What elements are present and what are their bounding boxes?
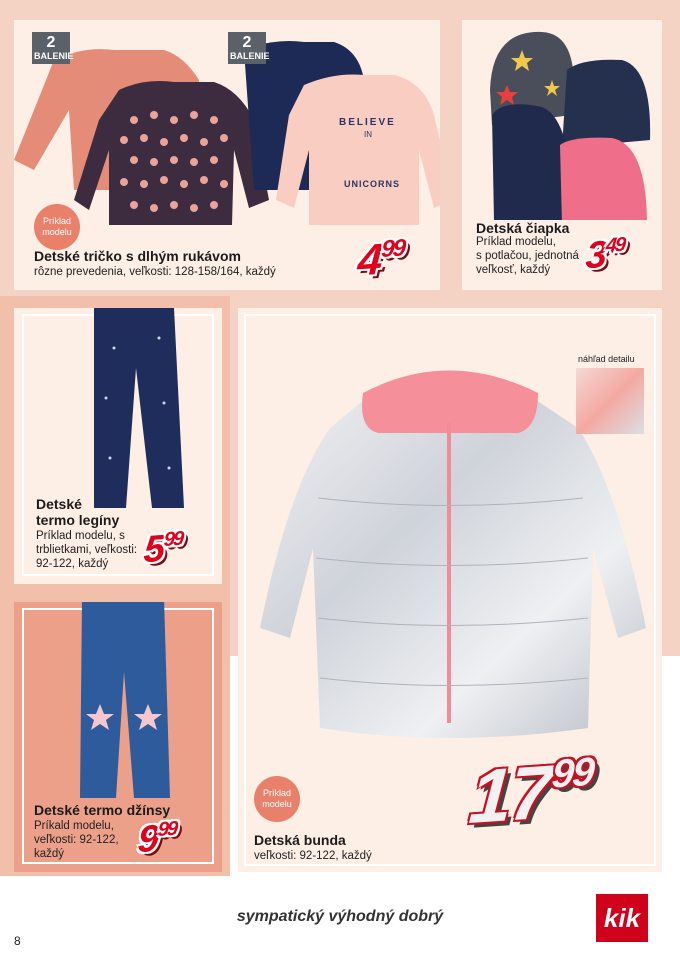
jacket-title: Detská bunda: [254, 832, 346, 848]
unicorn-print-text-1: BELIEVE: [339, 117, 396, 128]
jeans-price: [137, 819, 177, 860]
tshirt-illustration: [14, 20, 440, 240]
footer-slogan: sympatický výhodný dobrý: [236, 908, 444, 925]
jeans-title: Detské termo džínsy: [34, 802, 171, 818]
leggings-title-2: termo legíny: [36, 512, 120, 528]
model-note-badge: Príklad modelu: [254, 776, 300, 822]
pack-badge-right: [228, 32, 270, 64]
price-cents: 99: [380, 234, 406, 264]
pack-badge-left: [32, 32, 74, 64]
price-cents: 49: [605, 233, 625, 257]
jeans-description-3: každý: [34, 848, 65, 860]
leggings-title-1: Detské: [36, 496, 82, 512]
price-cents: 99: [157, 817, 177, 841]
hat-title: Detská čiapka: [476, 220, 570, 236]
price-main: 9: [136, 818, 159, 862]
pack-badge-number: 2: [242, 34, 252, 51]
tshirt-title: Detské tričko s dlhým rukávom: [34, 248, 241, 264]
leggings-description-1: Príklad modelu, s: [36, 530, 125, 542]
leggings-description-3: 92-122, každý: [36, 558, 109, 570]
jacket-description: veľkosti: 92-122, každý: [254, 850, 372, 862]
jeans-card[interactable]: [14, 602, 222, 872]
page-number: 8: [14, 934, 21, 948]
pack-badge-text: BALENIE: [34, 51, 74, 61]
price-cents: 99: [550, 749, 595, 797]
hat-description-2: s potlačou, jednotná: [476, 250, 579, 262]
hat-card[interactable]: [462, 20, 662, 290]
pack-badge-number: 2: [46, 34, 56, 51]
tshirt-price: [356, 234, 406, 286]
jacket-card[interactable]: [238, 308, 662, 872]
leggings-price: [143, 529, 183, 570]
tshirt-card[interactable]: [14, 20, 440, 290]
jeans-illustration: [14, 602, 222, 802]
detail-preview-image: [576, 368, 644, 434]
unicorn-print-text-3: UNICORNS: [344, 179, 401, 189]
hat-description-3: veľkosť, každý: [476, 264, 551, 276]
tshirt-description: rôzne prevedenia, veľkosti: 128-158/164, každý: [34, 266, 276, 278]
model-note-badge: Príklad modelu: [34, 204, 80, 250]
jeans-description-1: Príkald modelu,: [34, 820, 114, 832]
hat-price: [585, 235, 625, 276]
price-main: 4: [356, 235, 383, 286]
jacket-price: [466, 749, 595, 841]
leggings-illustration: [14, 308, 222, 518]
leggings-description-2: trblietkami, veľkosti:: [36, 544, 138, 556]
unicorn-print-text-2: IN: [364, 130, 372, 139]
kik-logo[interactable]: kik: [596, 894, 648, 942]
hat-description-1: Príklad modelu,: [476, 236, 556, 248]
hat-illustration: [462, 20, 662, 220]
pack-badge-text: BALENIE: [230, 51, 270, 61]
leggings-card[interactable]: [14, 308, 222, 584]
price-main: 3: [584, 234, 607, 278]
price-cents: 99: [163, 527, 183, 551]
price-main: 5: [142, 528, 165, 572]
price-main: 17: [466, 749, 554, 841]
detail-preview-label: náhľad detailu: [578, 354, 635, 364]
jeans-description-2: veľkosti: 92-122,: [34, 834, 119, 846]
